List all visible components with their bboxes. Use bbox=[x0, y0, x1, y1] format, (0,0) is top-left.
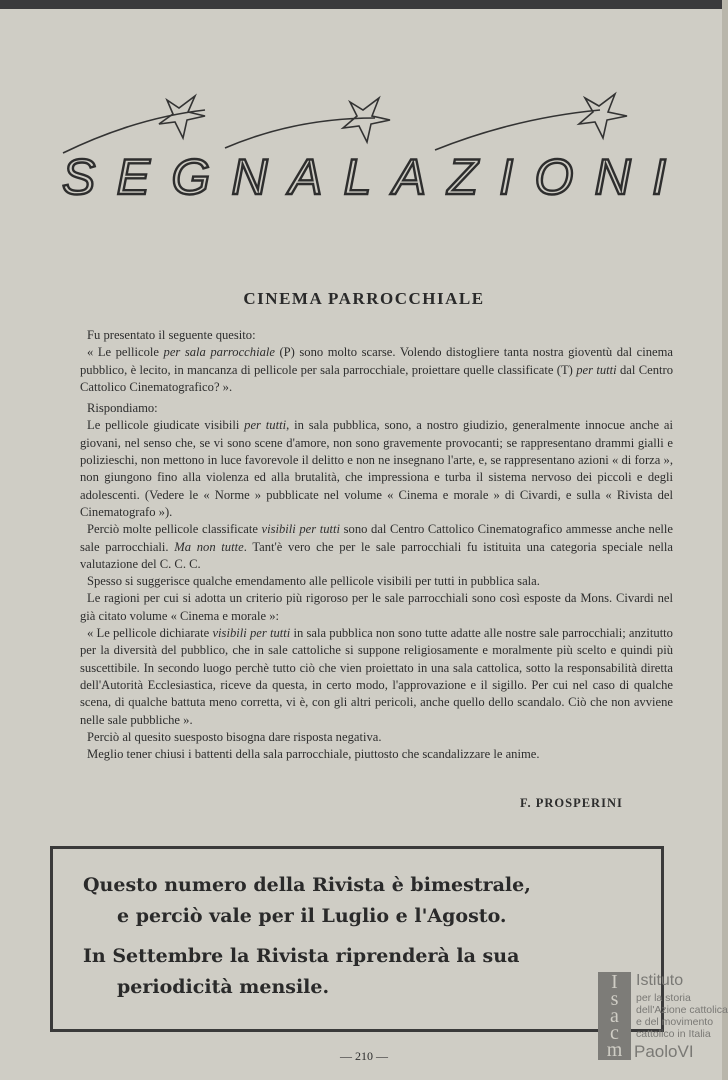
paragraph bbox=[80, 746, 673, 763]
paragraph bbox=[80, 417, 673, 521]
page-number: — 210 — bbox=[340, 1049, 388, 1063]
paragraph bbox=[80, 327, 673, 344]
text-run: dal Centro Cattolico Cinematografico? ». bbox=[80, 362, 674, 394]
text-run: « Le pellicole dichiarate bbox=[87, 626, 213, 641]
text-run: Meglio tener chiusi i battenti della sala parrocchiale, piuttosto che scandalizzare le anime. bbox=[87, 747, 540, 762]
text-run: in sala pubblica non sono tutte adatte alle nostre sale parrocchiali; anzitutto per la diversità del pubblico, che in sale cattoliche si suppone religiosamente e moralmente più scelto e quindi più suscettibile. In secondo luogo perchè tutto ciò che vien proiettato in una sala cattolica, sotto la responsabilità diretta dell'Autorità Ecclesiastica, riceve da questa, in certo modo, l'approvazione e il sigillo. Per cui nel caso di qualche scena, di qualche battuta meno corretta, vi è, con gli altri pericoli, anche quello dello scandalo. Ciò che non avviene nelle sale pubbliche ». bbox=[80, 626, 673, 727]
paragraph bbox=[80, 400, 673, 417]
text-run: Le ragioni per cui si adotta un criterio più rigoroso per le sale parrocchiali sono così esposte da Mons. Civardi nel già citato volume « Cinema e morale »: bbox=[80, 591, 673, 623]
text-run: Le pellicole giudicate visibili bbox=[87, 418, 245, 433]
paragraph bbox=[80, 344, 673, 396]
paragraph bbox=[80, 625, 673, 729]
paragraph bbox=[80, 573, 673, 590]
notice-line: Questo numero della Rivista è bimestrale, bbox=[83, 874, 531, 896]
italic-text: per tutti bbox=[244, 418, 287, 433]
scan-right-edge bbox=[722, 0, 728, 1080]
star-icon bbox=[159, 94, 627, 142]
article-body bbox=[80, 327, 673, 763]
italic-text: visibili per tutti bbox=[261, 522, 341, 537]
text-run: Fu presentato il seguente quesito: bbox=[87, 328, 256, 342]
masthead-logo bbox=[55, 88, 680, 208]
article-title: CINEMA PARROCCHIALE bbox=[243, 289, 485, 308]
text-run: . Tant'è vero che per le sale parrocchiali fu istituita una categoria speciale nella valutazione del C. C. C. bbox=[80, 539, 674, 571]
watermark-line: cattolico in Italia bbox=[636, 1028, 711, 1040]
watermark-line: dell'Azione cattolica bbox=[636, 1004, 728, 1016]
notice-box bbox=[50, 846, 664, 1032]
text-run: Rispondiamo: bbox=[87, 401, 158, 416]
notice-line: e perciò vale per il Luglio e l'Agosto. bbox=[117, 905, 507, 927]
text-run: Perciò molte pellicole classificate bbox=[87, 522, 262, 537]
watermark-line: PaoloVI bbox=[634, 1042, 694, 1061]
text-run: , in sala pubblica, sono, a nostro giudizio, generalmente innocue anche ai giovani, nel senso che, se vi sono scene d'amore, non sono gravemente provocanti; se rappresentano drammi gialli e polizieschi, non mettono in luce favorevole il delitto e non ne insegnano l'arte, e, se rappresentano azioni « di forza », non giungono fino alla violenza ed alla brutalità, che impressiona e turba il sistema nervoso dei piccoli e degli adolescenti. (Vedere le « Norme » pubblicate nel volume « Cinema e morale » di Civardi, e sulla « Rivista del Cinematografo »). bbox=[80, 418, 673, 519]
paragraph bbox=[80, 521, 673, 573]
isacem-mark: I s a c m bbox=[598, 972, 631, 1060]
paragraph bbox=[80, 590, 673, 625]
text-run: Spesso si suggerisce qualche emendamento alle pellicole visibili per tutti in pubblica sala. bbox=[87, 574, 540, 589]
italic-text: Ma non tutte bbox=[174, 539, 244, 554]
italic-text: visibili per tutti bbox=[212, 626, 291, 641]
watermark-line: Istituto bbox=[636, 972, 684, 989]
text-run: (P) sono molto scarse. Volendo distogliere tanta nostra gioventù dal cinema pubblico, è lecito, in mancanza di pellicole per sala parrocchiale, proiettare quelle classificate (T) bbox=[80, 345, 673, 377]
watermark-logo bbox=[598, 971, 728, 1062]
comet-tail-2 bbox=[225, 118, 375, 148]
notice-line: In Settembre la Rivista riprenderà la sua bbox=[83, 945, 520, 967]
text-run: « Le pellicole bbox=[87, 345, 164, 360]
notice-line: periodicità mensile. bbox=[117, 976, 330, 998]
watermark-line: per la storia bbox=[636, 992, 691, 1004]
scan-top-edge bbox=[0, 0, 728, 9]
author-signature: F. PROSPERINI bbox=[520, 796, 623, 810]
paragraph bbox=[80, 729, 673, 746]
watermark-line: e del movimento bbox=[636, 1016, 714, 1028]
italic-text: per tutti bbox=[576, 362, 617, 377]
text-run: Perciò al quesito suesposto bisogna dare risposta negativa. bbox=[87, 729, 382, 744]
italic-text: per sala parrocchiale bbox=[163, 345, 275, 360]
comet-tail-3 bbox=[435, 110, 600, 150]
text-run: sono dal Centro Cattolico Cinematografico ammesse anche nelle sale parrocchiali. bbox=[80, 522, 674, 554]
masthead-title: SEGNALAZIONI bbox=[62, 149, 672, 205]
